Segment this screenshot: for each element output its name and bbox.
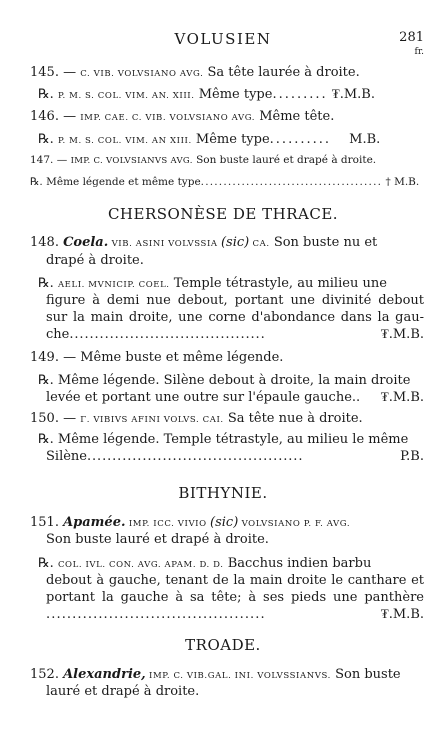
reverse-text: Silène [46,449,87,464]
entry-150 [30,410,363,429]
reverse-mark: ℞. [38,373,54,388]
leader-dots: .......................................... [46,607,266,622]
entry-description: Sa tête nue à droite. [223,411,363,426]
value-label: ₮.M.B. [380,390,424,405]
reverse-text-line: debout à gauche, tenant de la main droite le canthare et [46,573,424,588]
entry-description: Sa tête laurée à droite. [203,65,360,80]
leader-dots: ........................................... [86,449,304,464]
value-label: ₮.M.B. [380,607,424,622]
value-label: † M.B. [382,176,420,188]
entry-149-reverse [38,372,410,389]
reverse-text-line: sur la main droite, une corne d'abondance dans la gau- [46,310,424,325]
entry-description: Son buste lauré et drapé à droite. [192,154,377,166]
reverse-mark: ℞. [38,132,54,147]
entry-149-reverse-end [46,389,360,406]
reverse-legend: COL. IVL. CON. AVG. APAM. D. D. [57,560,224,570]
entry-legend: C. VIB. VOLVSIANO AVG. [80,69,204,79]
entry-description: Son buste nu et [269,235,378,250]
entry-145 [30,64,360,83]
reverse-text: Bacchus indien barbu [223,556,372,571]
reverse-text-line: portant la gauche à sa tête; à ses pieds une panthère [46,590,424,605]
section-title-troade: TROADE. [185,636,261,654]
entry-legend: Γ. VIBIVS AFINI VOLVS. CAI. [80,415,224,425]
entry-legend-end: CA. [249,239,270,249]
entry-number: 147. — [30,154,71,166]
reverse-text: Temple tétrastyle, au milieu une [169,276,387,291]
reverse-mark: ℞. [38,432,54,447]
entry-legend: IMP. C. VOLVSIANVS AVG. [70,156,193,166]
reverse-legend: P. M. S. COL. VIM. AN. XIII. [57,91,195,101]
entry-description: Même tête. [255,109,335,124]
entry-152-desc-cont: lauré et drapé à droite. [46,684,200,699]
entry-149 [30,349,283,366]
leader-dots: ......... [272,87,328,102]
entry-148-desc-cont: drapé à droite. [46,253,144,268]
leader-dots [46,606,266,623]
entry-number: 149. — [30,350,81,365]
value-label: P.B. [400,449,424,464]
entry-description: Même buste et même légende. [80,350,284,365]
reverse-mark: ℞. [38,87,54,102]
entry-150-reverse-end [46,448,303,465]
entry-151-desc: Son buste lauré et drapé à droite. [46,532,269,547]
value-label: M.B. [345,132,381,147]
running-head: VOLUSIEN [174,30,272,48]
reverse-text: levée et portant une outre sur l'épaule gauche.. [46,390,361,405]
entry-146-reverse [38,131,380,150]
entry-legend-end: VOLVSIANO P. F. AVG. [238,519,351,529]
entry-145-reverse [38,86,375,105]
entry-148-reverse-end [46,326,266,343]
reverse-description: Même type [194,87,273,102]
entry-number: 146. — [30,109,81,124]
leader-dots: .......... [269,132,331,147]
entry-146 [30,108,334,127]
entry-number: 145. — [30,65,81,80]
entry-147-reverse [30,176,419,188]
entry-148 [30,234,424,253]
entry-number: 150. — [30,411,81,426]
section-title-bithynie: BITHYNIE. [178,484,268,502]
entry-legend: IMP. ICC. VIVIO [125,519,211,529]
leader-dots: ....................................... [69,327,266,342]
leader-dots: ........................................ [200,176,383,188]
value-label: ₮.M.B. [380,327,424,342]
sic-note: (sic) [220,235,250,250]
reverse-description: Même légende et même type [42,176,201,188]
reverse-legend: P. M. S. COL. VIM. AN XIII. [57,136,192,146]
entry-150-reverse [38,431,408,448]
reverse-text-line: figure à demi nue debout, portant une divinité debout [46,293,424,308]
city-name: Coela. [63,235,109,250]
page-number: 281 [399,30,424,45]
value-label: ₮.M.B. [327,87,375,102]
reverse-legend: AELI. MVNICIP. COEL. [57,280,170,290]
entry-number: 152. [30,667,64,682]
reverse-text: Même légende. Temple tétrastyle, au milieu le même [53,432,409,447]
reverse-description: Même type [191,132,270,147]
city-name: Apamée. [63,515,126,530]
entry-147 [30,154,376,166]
entry-number: 151. [30,515,64,530]
reverse-mark: ℞. [38,556,54,571]
sic-note: (sic) [210,515,239,530]
reverse-mark: ℞. [38,276,54,291]
entry-legend: IMP. CAE. C. VIB. VOLVSIANO AVG. [80,113,256,123]
entry-number: 148. [30,235,64,250]
entry-description: Son buste [330,667,401,682]
reverse-text: che [46,327,70,342]
section-title-chersonese: CHERSONÈSE DE THRACE. [107,205,339,223]
reverse-mark: ℞. [30,176,43,188]
entry-legend: IMP. C. VIB.GAL. INI. VOLVSSIANVS. [145,671,331,681]
page-unit: fr. [414,47,424,57]
reverse-text: Même légende. Silène debout à droite, la main droite [53,373,411,388]
city-name: Alexandrie, [63,667,146,682]
entry-legend: VIB. ASINI VOLVSSIA [108,239,221,249]
